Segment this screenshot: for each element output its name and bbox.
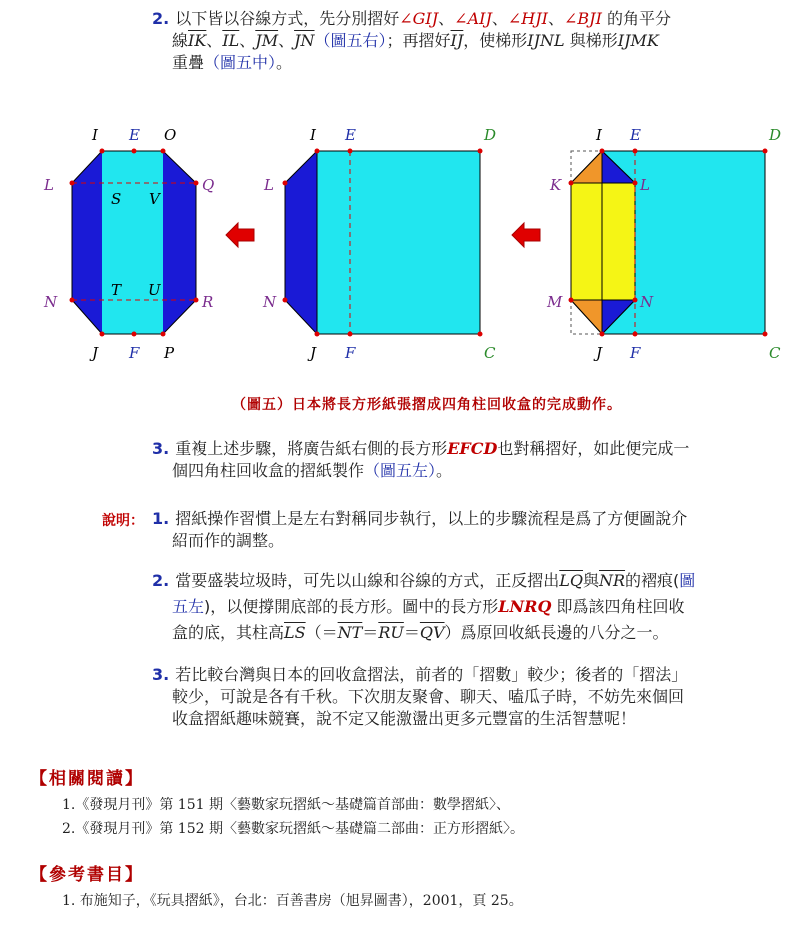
label-N: N: [44, 293, 58, 311]
label-I: I: [92, 126, 98, 144]
figure-right: [546, 126, 781, 362]
figure-middle: [262, 126, 496, 362]
label-D: D: [769, 126, 782, 144]
arrow-left-icon: [512, 223, 540, 247]
step2-line2: 線$\overline{IK}$、$\overline{IL}$、$\overline{JM}$、$\overline{JN}$（圖五右）；再摺好$\overline{IJ}$，使梯形IJNL 與梯形IJMK: [172, 31, 659, 50]
label-P: P: [164, 344, 175, 362]
label-L: L: [264, 176, 274, 194]
label-F: F: [129, 344, 140, 362]
related-item: 1.《發現月刊》第 151 期〈藝數家玩摺紙～基礎篇首部曲：數學摺紙〉、: [62, 797, 510, 813]
label-U: U: [148, 281, 161, 299]
label-E: E: [345, 126, 356, 144]
figure-left: [43, 126, 214, 362]
label-E: E: [129, 126, 140, 144]
related-item: 2.《發現月刊》第 152 期〈藝數家玩摺紙～基礎篇二部曲：正方形摺紙〉。: [62, 821, 524, 837]
label-C: C: [484, 344, 496, 362]
label-T: T: [111, 281, 122, 299]
note-1: 1. 摺紙操作習慣上是左右對稱同步執行，以上的步驟流程是爲了方便圖說介 紹而作的調整。: [152, 509, 688, 550]
label-J: J: [596, 344, 603, 362]
step-number: 3.: [152, 439, 170, 458]
step-number: 2.: [152, 9, 170, 28]
label-F: F: [345, 344, 356, 362]
label-C: C: [769, 344, 781, 362]
label-J: J: [92, 344, 99, 362]
step2-paragraph: [152, 8, 772, 74]
label-M: M: [547, 293, 563, 311]
label-D: D: [484, 126, 497, 144]
label-N: N: [263, 293, 277, 311]
figure-caption: （圖五）日本將長方形紙張摺成四角柱回收盒的完成動作。: [232, 397, 622, 413]
step2-line1: 2. 以下皆以谷線方式，先分別摺好∠GIJ、∠AIJ、∠HJI、∠BJI 的角平分: [152, 9, 672, 28]
label-V: V: [149, 190, 160, 208]
label-L: L: [44, 176, 54, 194]
related-reading-heading: 【相關閱讀】: [30, 769, 144, 789]
label-R: R: [202, 293, 214, 311]
label-N: N: [640, 293, 654, 311]
note-3: 3. 若比較台灣與日本的回收盒摺法，前者的「摺數」較少；後者的「摺法」 較少，可說是各有千秋。下次朋友聚會、聊天、嗑瓜子時，不妨先來個回 收盒摺紙趣味競賽，說不定又能激盪出更多元豐富的生活智慧呢！: [152, 665, 688, 728]
label-L: L: [640, 176, 650, 194]
arrow-left-icon: [226, 223, 254, 247]
figure-ref: （圖五左）: [364, 461, 437, 480]
label-J: J: [310, 344, 317, 362]
label-I: I: [596, 126, 602, 144]
label-F: F: [630, 344, 641, 362]
note-2: 2. 當要盛裝垃圾時，可先以山線和谷線的方式，正反摺出$\overline{LQ}$與$\overline{NR}$的褶痕(圖 五左)，以便撐開底部的長方形。圖中的長方形LNRQ 即爲該四角柱回收 盒的底，其柱高$\overline{LS}(=\overline{NT}=\overline{RU}=\overline{QV})$爲原回收紙長邊的八分之一。: [152, 571, 696, 642]
reference-item: 1. 布施知子，《玩具摺紙》，台北：百善書房（旭昇圖書），2001，頁 25。: [62, 893, 523, 909]
figure-ref: （圖五中）: [204, 53, 277, 72]
label-K: K: [550, 176, 562, 194]
notes-label: 說明：: [102, 513, 144, 529]
label-Q: Q: [202, 176, 215, 194]
references-heading: 【參考書目】: [30, 865, 144, 885]
label-O: O: [164, 126, 177, 144]
label-S: S: [111, 190, 122, 208]
step2-line3: 重疊（圖五中）。: [172, 53, 293, 72]
figure-ref: （圖五右）: [314, 31, 387, 50]
figure-five: [0, 118, 800, 378]
step3-paragraph: 3. 重複上述步驟，將廣告紙右側的長方形EFCD也對稱摺好，如此便完成一 個四角柱回收盒的摺紙製作（圖五左）。: [152, 439, 690, 480]
label-E: E: [630, 126, 641, 144]
label-I: I: [310, 126, 316, 144]
